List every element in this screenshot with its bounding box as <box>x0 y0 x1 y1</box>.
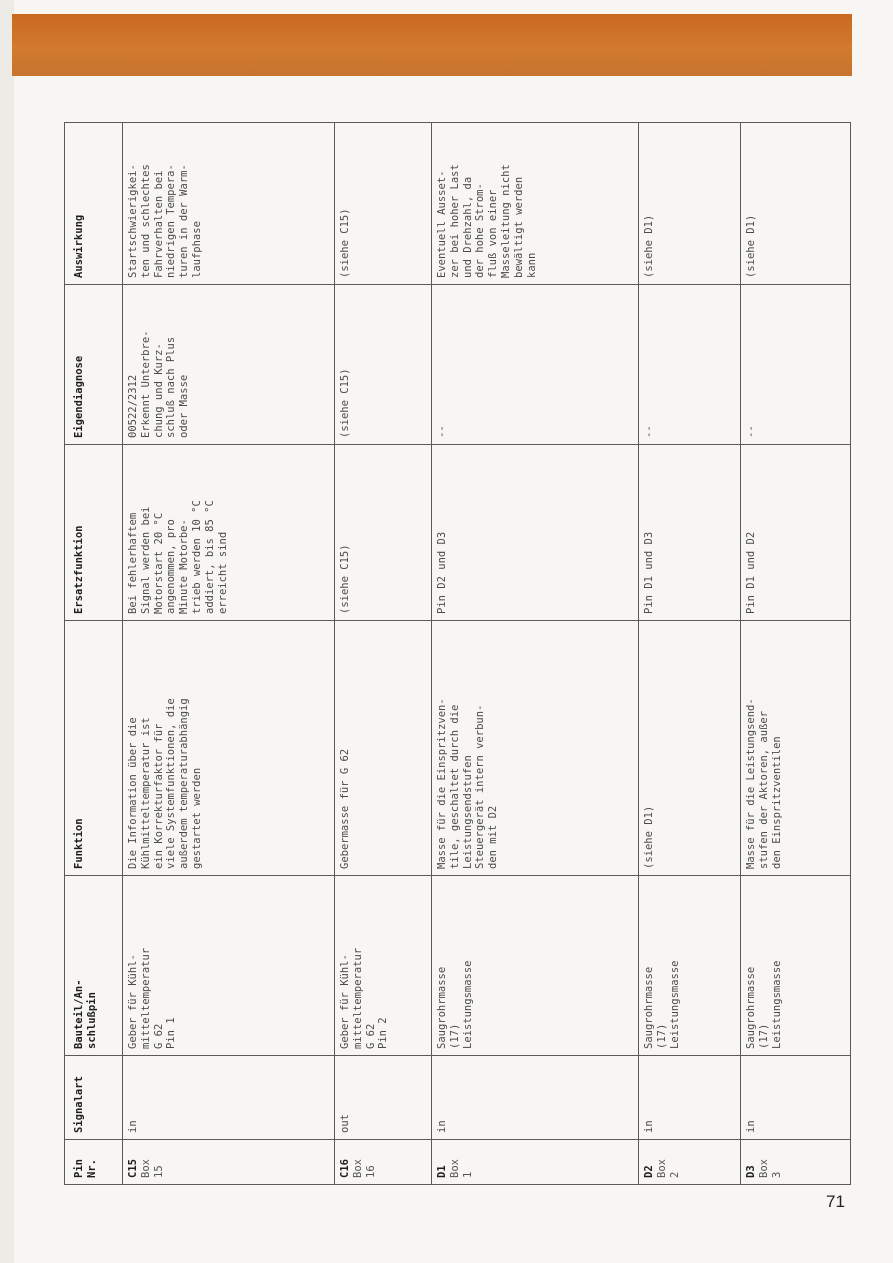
auswirkung-cell: (siehe D1) <box>639 123 741 285</box>
funktion-cell: Gebermasse für G 62 <box>335 621 432 876</box>
table-row <box>432 123 639 1185</box>
bauteil-cell: Geber für Kühl- mitteltemperatur G 62 Pin 1 <box>123 876 335 1056</box>
pin-number: D3 <box>745 1165 757 1178</box>
table-row <box>335 123 432 1185</box>
signal-cell: in <box>123 1056 335 1140</box>
pin-cell <box>123 1140 335 1185</box>
bauteil-cell: Saugrohrmasse (17) Leistungsmasse <box>639 876 741 1056</box>
signal-cell: in <box>741 1056 851 1140</box>
bauteil-cell: Geber für Kühl- mitteltemperatur G 62 Pin 2 <box>335 876 432 1056</box>
pin-number: D1 <box>436 1165 448 1178</box>
table-header-row <box>65 123 123 1185</box>
header-eigendiagnose: Eigendiagnose <box>65 285 123 445</box>
signal-cell: in <box>432 1056 639 1140</box>
table-row <box>639 123 741 1185</box>
header-signalart: Signalart <box>65 1056 123 1140</box>
ersatz-cell: Pin D2 und D3 <box>432 445 639 621</box>
pin-number: D2 <box>643 1165 655 1178</box>
eigendiagnose-cell: 00522/2312 Erkennt Unterbre- chung und Kurz- schluß nach Plus oder Masse <box>123 285 335 445</box>
header-bauteil: Bauteil/An- schlußpin <box>65 876 123 1056</box>
header-auswirkung: Auswirkung <box>65 123 123 285</box>
pin-cell <box>639 1140 741 1185</box>
pin-box: Box 16 <box>351 1159 377 1178</box>
ersatz-cell: Bei fehlerhaftem Signal werden bei Motorstart 20 °C angenommen, pro Minute Motorbe- trieb werden 10 °C addiert, bis 85 °C erreicht sind <box>123 445 335 621</box>
pin-cell <box>432 1140 639 1185</box>
header-pin: Pin Nr. <box>65 1140 123 1185</box>
funktion-cell: Masse für die Einspritzven- tile, geschaltet durch die Leistungsendstufen Steuergerät intern verbun- den mit D2 <box>432 621 639 876</box>
auswirkung-cell: Eventuell Ausset- zer bei hoher Last und Drehzahl, da der hohe Strom- fluß von einer Masseleitung nicht bewältigt werden kann <box>432 123 639 285</box>
pin-box: Box 2 <box>655 1159 681 1178</box>
pin-box: Box 1 <box>448 1159 474 1178</box>
ersatz-cell: Pin D1 und D2 <box>741 445 851 621</box>
ersatz-cell: (siehe C15) <box>335 445 432 621</box>
table-row <box>741 123 851 1185</box>
funktion-cell: Die Information über die Kühlmitteltemperatur ist ein Korrekturfaktor für viele Systemfunktionen, die außerdem temperaturabhängig gestartet werden <box>123 621 335 876</box>
funktion-cell: (siehe D1) <box>639 621 741 876</box>
bauteil-cell: Saugrohrmasse (17) Leistungsmasse <box>741 876 851 1056</box>
pin-assignment-table-rotated <box>64 123 850 1185</box>
pin-box: Box 15 <box>139 1159 165 1178</box>
eigendiagnose-cell: (siehe C15) <box>335 285 432 445</box>
auswirkung-cell: Startschwierigkei- ten und schlechtes Fahrverhalten bei niedrigen Tempera- turen in der Warm- laufphase <box>123 123 335 285</box>
eigendiagnose-cell: -- <box>639 285 741 445</box>
eigendiagnose-cell: -- <box>741 285 851 445</box>
funktion-cell: Masse für die Leistungsend- stufen der Aktoren, außer den Einspritzventilen <box>741 621 851 876</box>
pin-assignment-table <box>64 122 851 1185</box>
pin-number: C15 <box>127 1159 139 1178</box>
table-row <box>123 123 335 1185</box>
signal-cell: in <box>639 1056 741 1140</box>
signal-cell: out <box>335 1056 432 1140</box>
header-ersatzfunktion: Ersatzfunktion <box>65 445 123 621</box>
ersatz-cell: Pin D1 und D3 <box>639 445 741 621</box>
auswirkung-cell: (siehe C15) <box>335 123 432 285</box>
pin-cell <box>741 1140 851 1185</box>
page-number: 71 <box>826 1192 845 1211</box>
pin-cell <box>335 1140 432 1185</box>
eigendiagnose-cell: -- <box>432 285 639 445</box>
bauteil-cell: Saugrohrmasse (17) Leistungsmasse <box>432 876 639 1056</box>
auswirkung-cell: (siehe D1) <box>741 123 851 285</box>
pin-number: C16 <box>339 1159 351 1178</box>
page-binding-edge <box>0 0 14 1263</box>
orange-header-band <box>12 14 852 76</box>
header-funktion: Funktion <box>65 621 123 876</box>
pin-box: Box 3 <box>757 1159 783 1178</box>
